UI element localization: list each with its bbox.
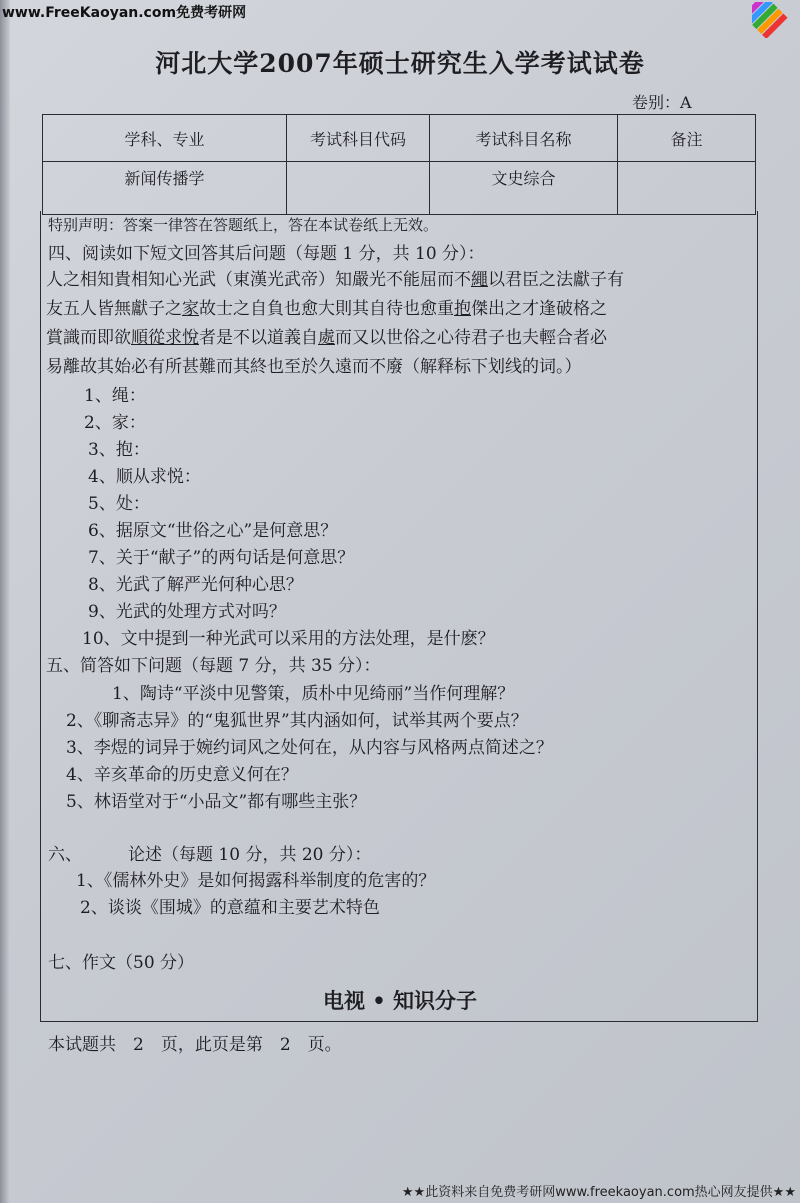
s5-question: 3、李煜的词异于婉约词风之处何在，从内容与风格两点简述之？	[66, 738, 553, 758]
passage-text: 賞識而即欲	[46, 328, 131, 348]
page-footer: 本试题共 2 页，此页是第 2 页。	[48, 1035, 342, 1055]
s4-question: 9、光武的处理方式对吗？	[88, 602, 286, 622]
passage-line-1	[46, 265, 624, 290]
essay-title: 电视 • 知识分子	[322, 988, 478, 1013]
value-subject-name: 文史综合	[430, 162, 618, 215]
s5-question: 4、辛亥革命的历史意义何在？	[66, 765, 298, 785]
header-subject-code: 考试科目代码	[287, 115, 430, 162]
underlined-word: 繩	[471, 270, 488, 290]
section6-number: 六、	[48, 845, 82, 865]
s5-question: 1、陶诗“平淡中见警策，质朴中见绮丽”当作何理解？	[112, 684, 515, 704]
s5-question: 2、《聊斋志异》的“鬼狐世界”其内涵如何，试举其两个要点？	[66, 711, 528, 731]
section4-heading: 四、阅读如下短文回答其后问题（每题 1 分，共 10 分）：	[48, 244, 485, 264]
section7-heading: 七、作文（50 分）	[48, 953, 195, 973]
paper-type: 卷别：A	[632, 93, 692, 112]
s4-question: 2、家：	[84, 413, 146, 433]
underlined-word: 順從求悅	[131, 328, 199, 348]
s4-question: 10、文中提到一种光武可以采用的方法处理，是什麽？	[82, 629, 495, 649]
passage-line-4: 易離故其始必有所甚難而其終也至於久遠而不廢（解释标下划线的词。）	[46, 357, 582, 377]
passage-text: 故士之自負也愈大則其自待也愈重	[199, 299, 454, 319]
header-subject-major: 学科、专业	[43, 115, 287, 162]
passage-text: 而又以世俗之心待君子也夫輕合者必	[335, 328, 607, 348]
passage-text: 傑出之才逢破格之	[471, 299, 607, 319]
s4-question: 4、顺从求悦：	[88, 467, 201, 487]
paper-fold-shadow	[0, 0, 10, 1203]
passage-text: 人之相知貴相知心光武（東漢光武帝）知嚴光不能屈而不	[46, 270, 471, 290]
underlined-word: 處	[318, 328, 335, 348]
s4-question: 1、绳：	[84, 386, 146, 406]
value-subject-major: 新闻传播学	[43, 162, 287, 215]
section5-heading: 五、简答如下问题（每题 7 分，共 35 分）：	[46, 656, 381, 676]
passage-text: 以君臣之法獻子有	[488, 270, 624, 290]
s4-question: 3、抱：	[88, 440, 150, 460]
s6-question: 1、《儒林外史》是如何揭露科举制度的危害的？	[76, 871, 436, 891]
underlined-word: 抱	[454, 299, 471, 319]
watermark-top[interactable]: www.FreeKaoyan.com免费考研网	[2, 5, 247, 21]
underlined-word: 家	[182, 299, 199, 319]
s5-question: 5、林语堂对于“小品文”都有哪些主张？	[66, 792, 367, 812]
header-subject-name: 考试科目名称	[430, 115, 618, 162]
header-remarks: 备注	[618, 115, 756, 162]
value-subject-code	[287, 162, 430, 215]
watermark-bottom[interactable]: ★★此资料来自免费考研网www.freekaoyan.com热心网友提供★★	[401, 1185, 796, 1200]
s6-question: 2、谈谈《围城》的意蕴和主要艺术特色	[80, 898, 380, 918]
s4-question: 8、光武了解严光何种心思？	[88, 575, 303, 595]
table-value-row	[43, 162, 756, 215]
exam-info-table	[42, 114, 756, 215]
s4-question: 6、据原文“世俗之心”是何意思？	[88, 521, 338, 541]
value-remarks	[618, 162, 756, 215]
section6-heading: 论述（每题 10 分，共 20 分）：	[128, 845, 372, 865]
passage-line-2	[46, 294, 607, 319]
colorful-stripes-logo-icon	[752, 2, 792, 38]
passage-text: 友五人皆無獻子之	[46, 299, 182, 319]
special-notice: 特别声明：答案一律答在答题纸上，答在本试卷纸上无效。	[48, 216, 439, 234]
passage-line-3	[46, 323, 607, 348]
passage-text: 者是不以道義自	[199, 328, 318, 348]
s4-question: 7、关于“献子”的两句话是何意思？	[88, 548, 355, 568]
s4-question: 5、处：	[88, 494, 150, 514]
table-header-row	[43, 115, 756, 162]
exam-title: 河北大学2007年硕士研究生入学考试试卷	[155, 49, 645, 78]
